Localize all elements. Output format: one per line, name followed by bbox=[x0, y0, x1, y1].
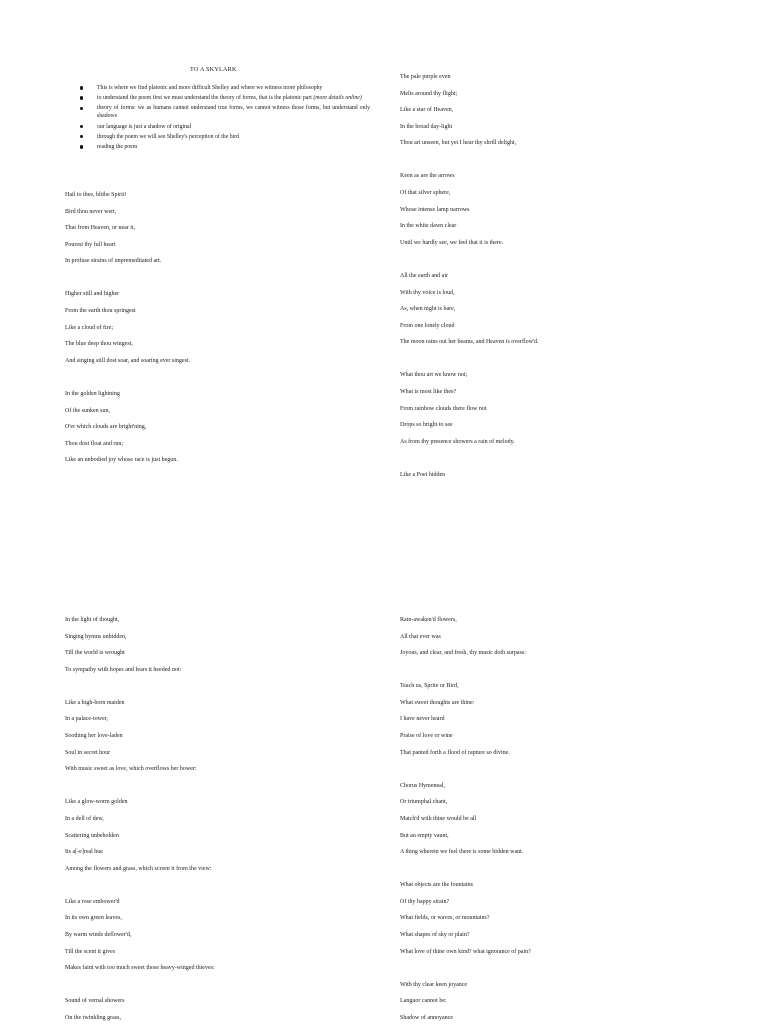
poem-line: In the broad day-light bbox=[400, 123, 453, 130]
poem-line: Keen as are the arrows bbox=[400, 173, 455, 180]
poem-line: Like an unbodied joy whose race is just begun. bbox=[65, 457, 178, 464]
poem-line: The blue deep thou wingest, bbox=[65, 341, 133, 348]
poem-line: In a dell of dew, bbox=[65, 815, 104, 822]
poem-line: What love of thine own kind? what ignorance of pain? bbox=[400, 948, 531, 955]
poem-line: With thy clear keen joyance bbox=[400, 981, 468, 988]
poem-line: Languor cannot be: bbox=[400, 998, 447, 1005]
poem-line: Of the sunken sun, bbox=[65, 407, 110, 414]
poem-line: In a palace-tower, bbox=[65, 716, 108, 723]
stanza-break bbox=[65, 373, 385, 390]
poem-line: Singing hymns unbidden, bbox=[65, 633, 127, 640]
intro-bullet-list bbox=[80, 84, 370, 153]
poem-line: A thing wherein we feel there is some hidden want. bbox=[400, 849, 524, 856]
poem-line: Soul in secret hour bbox=[65, 749, 111, 756]
poem-line: Soothing her love-laden bbox=[65, 733, 123, 740]
poem-line: Melts around thy flight; bbox=[400, 90, 458, 97]
stanza-break bbox=[400, 964, 720, 981]
poem-line: In profuse strains of unpremeditated art. bbox=[65, 258, 162, 265]
stanza-break bbox=[400, 666, 720, 683]
poem-line: Its a[-e]real hue bbox=[65, 849, 103, 856]
poem-line: With thy voice is loud, bbox=[400, 289, 455, 296]
poem-line: Of thy happy strain? bbox=[400, 898, 450, 905]
poem-line: Bird thou never wert, bbox=[65, 208, 117, 215]
poem-line: Like a cloud of fire; bbox=[65, 324, 113, 331]
poem-line: Whose intense lamp narrows bbox=[400, 206, 470, 213]
poem-line: In the white dawn clear bbox=[400, 223, 457, 230]
poem-line: Like a high-born maiden bbox=[65, 699, 125, 706]
intro-bullet: our language is just a shadow of original bbox=[80, 123, 370, 131]
poem-line: Teach us, Sprite or Bird, bbox=[400, 683, 459, 690]
intro-bullet: to understand the poem first we must understand the theory of forms, that is the platonic part (more details online) bbox=[80, 94, 370, 102]
poem-line: What sweet thoughts are thine: bbox=[400, 699, 475, 706]
intro-bullet: reading the poem bbox=[80, 143, 370, 151]
poem-line: On the twinkling grass, bbox=[65, 1014, 121, 1021]
poem-line: Makes faint with too much sweet those heavy-winged thieves: bbox=[65, 965, 215, 972]
stanza-break bbox=[65, 981, 385, 998]
poem-line: As, when night is bare, bbox=[400, 306, 456, 313]
poem-line: What is most like thee? bbox=[400, 389, 457, 395]
stanza-break bbox=[400, 255, 720, 272]
poem-line: Drops so bright to see bbox=[400, 422, 453, 429]
poem-line: I have never heard bbox=[400, 716, 445, 723]
poem-line: From the earth thou springest bbox=[65, 308, 136, 315]
poem-line: The moon rains out her beams, and Heaven is overflow'd. bbox=[400, 339, 539, 346]
poem-line: Of that silver sphere, bbox=[400, 190, 451, 197]
poem-line: That from Heaven, or near it, bbox=[65, 225, 136, 232]
poem-column-top-right bbox=[400, 73, 720, 487]
poem-line: In its own green leaves, bbox=[65, 915, 122, 922]
intro-bullet: This is where we find platonic and more difficult Shelley and where we witness more philosophy bbox=[80, 84, 370, 92]
poem-line: As from thy presence showers a rain of melody. bbox=[400, 438, 515, 445]
poem-line: Like a glow-worm golden bbox=[65, 799, 128, 806]
poem-line: What objects are the fountains bbox=[400, 882, 473, 889]
poem-line: All that ever was bbox=[400, 633, 441, 640]
poem-line: Or triumphal chant, bbox=[400, 799, 448, 806]
poem-line: From rainbow clouds there flow not bbox=[400, 405, 487, 412]
stanza-break bbox=[400, 355, 720, 372]
poem-line: That panted forth a flood of rapture so divine. bbox=[400, 749, 510, 756]
poem-line: Joyous, and clear, and fresh, thy music doth surpass: bbox=[400, 650, 526, 657]
stanza-break bbox=[65, 274, 385, 291]
poem-title: TO A SKYLARK bbox=[190, 66, 237, 73]
intro-bullet: theory of forms: we as humans cannot understand true forms, we cannot witness those forms, but understand only shadows bbox=[80, 104, 370, 120]
poem-line: Rain-awaken'd flowers, bbox=[400, 617, 457, 623]
poem-line: Match'd with thine would be all bbox=[400, 815, 477, 822]
poem-line: The pale purple even bbox=[400, 74, 451, 80]
poem-line: But an empty vaunt, bbox=[400, 832, 449, 839]
poem-line: What fields, or waves, or mountains? bbox=[400, 915, 490, 922]
poem-line: Hail to thee, blithe Spirit! bbox=[65, 192, 127, 198]
stanza-break bbox=[400, 765, 720, 782]
poem-line: Chorus Hymeneal, bbox=[400, 782, 445, 789]
poem-line: In the light of thought, bbox=[65, 617, 120, 623]
poem-column-top-left bbox=[65, 191, 385, 473]
poem-column-bottom-right bbox=[400, 616, 720, 1030]
stanza-break bbox=[65, 782, 385, 799]
poem-line: Praise of love or wine bbox=[400, 733, 453, 740]
poem-line: With music sweet as love, which overflows her bower: bbox=[65, 766, 197, 773]
poem-line: And singing still dost soar, and soaring ever singest. bbox=[65, 357, 191, 364]
poem-line: Shadow of annoyance bbox=[400, 1014, 453, 1021]
poem-line: Pourest thy full heart bbox=[65, 241, 116, 248]
poem-line: To sympathy with hopes and fears it heeded not: bbox=[65, 666, 182, 673]
stanza-break bbox=[400, 454, 720, 471]
poem-line: What thou art we know not; bbox=[400, 372, 468, 379]
poem-line: Thou dost float and run; bbox=[65, 440, 123, 447]
stanza-break bbox=[400, 865, 720, 882]
poem-line: Until we hardly see, we feel that it is there. bbox=[400, 239, 504, 246]
poem-line: Scattering unbeholden bbox=[65, 832, 119, 839]
poem-line: Sound of vernal showers bbox=[65, 998, 125, 1005]
poem-line: O'er which clouds are bright'ning, bbox=[65, 424, 147, 431]
poem-line: Like a rose embower'd bbox=[65, 898, 120, 905]
poem-line: Like a Poet hidden bbox=[400, 471, 446, 478]
poem-line: Among the flowers and grass, which screen it from the view: bbox=[65, 865, 212, 872]
poem-line: By warm winds deflower'd, bbox=[65, 932, 132, 938]
poem-line: Higher still and higher bbox=[65, 291, 120, 298]
intro-bullet: through the poem we will see Shelley's perception of the bird bbox=[80, 133, 370, 141]
stanza-break bbox=[400, 156, 720, 173]
poem-column-bottom-left bbox=[65, 616, 385, 1030]
stanza-break bbox=[65, 881, 385, 898]
poem-line: In the golden lightning bbox=[65, 390, 120, 397]
poem-line: All the earth and air bbox=[400, 272, 448, 279]
stanza-break bbox=[65, 682, 385, 699]
poem-line: Till the scent it gives bbox=[65, 948, 116, 955]
poem-line: Till the world is wrought bbox=[65, 650, 125, 657]
poem-line: What shapes of sky or plain? bbox=[400, 932, 470, 938]
poem-line: From one lonely cloud bbox=[400, 322, 455, 329]
poem-line: Like a star of Heaven, bbox=[400, 107, 454, 114]
poem-line: Thou art unseen, but yet I hear thy shrill delight, bbox=[400, 140, 517, 147]
